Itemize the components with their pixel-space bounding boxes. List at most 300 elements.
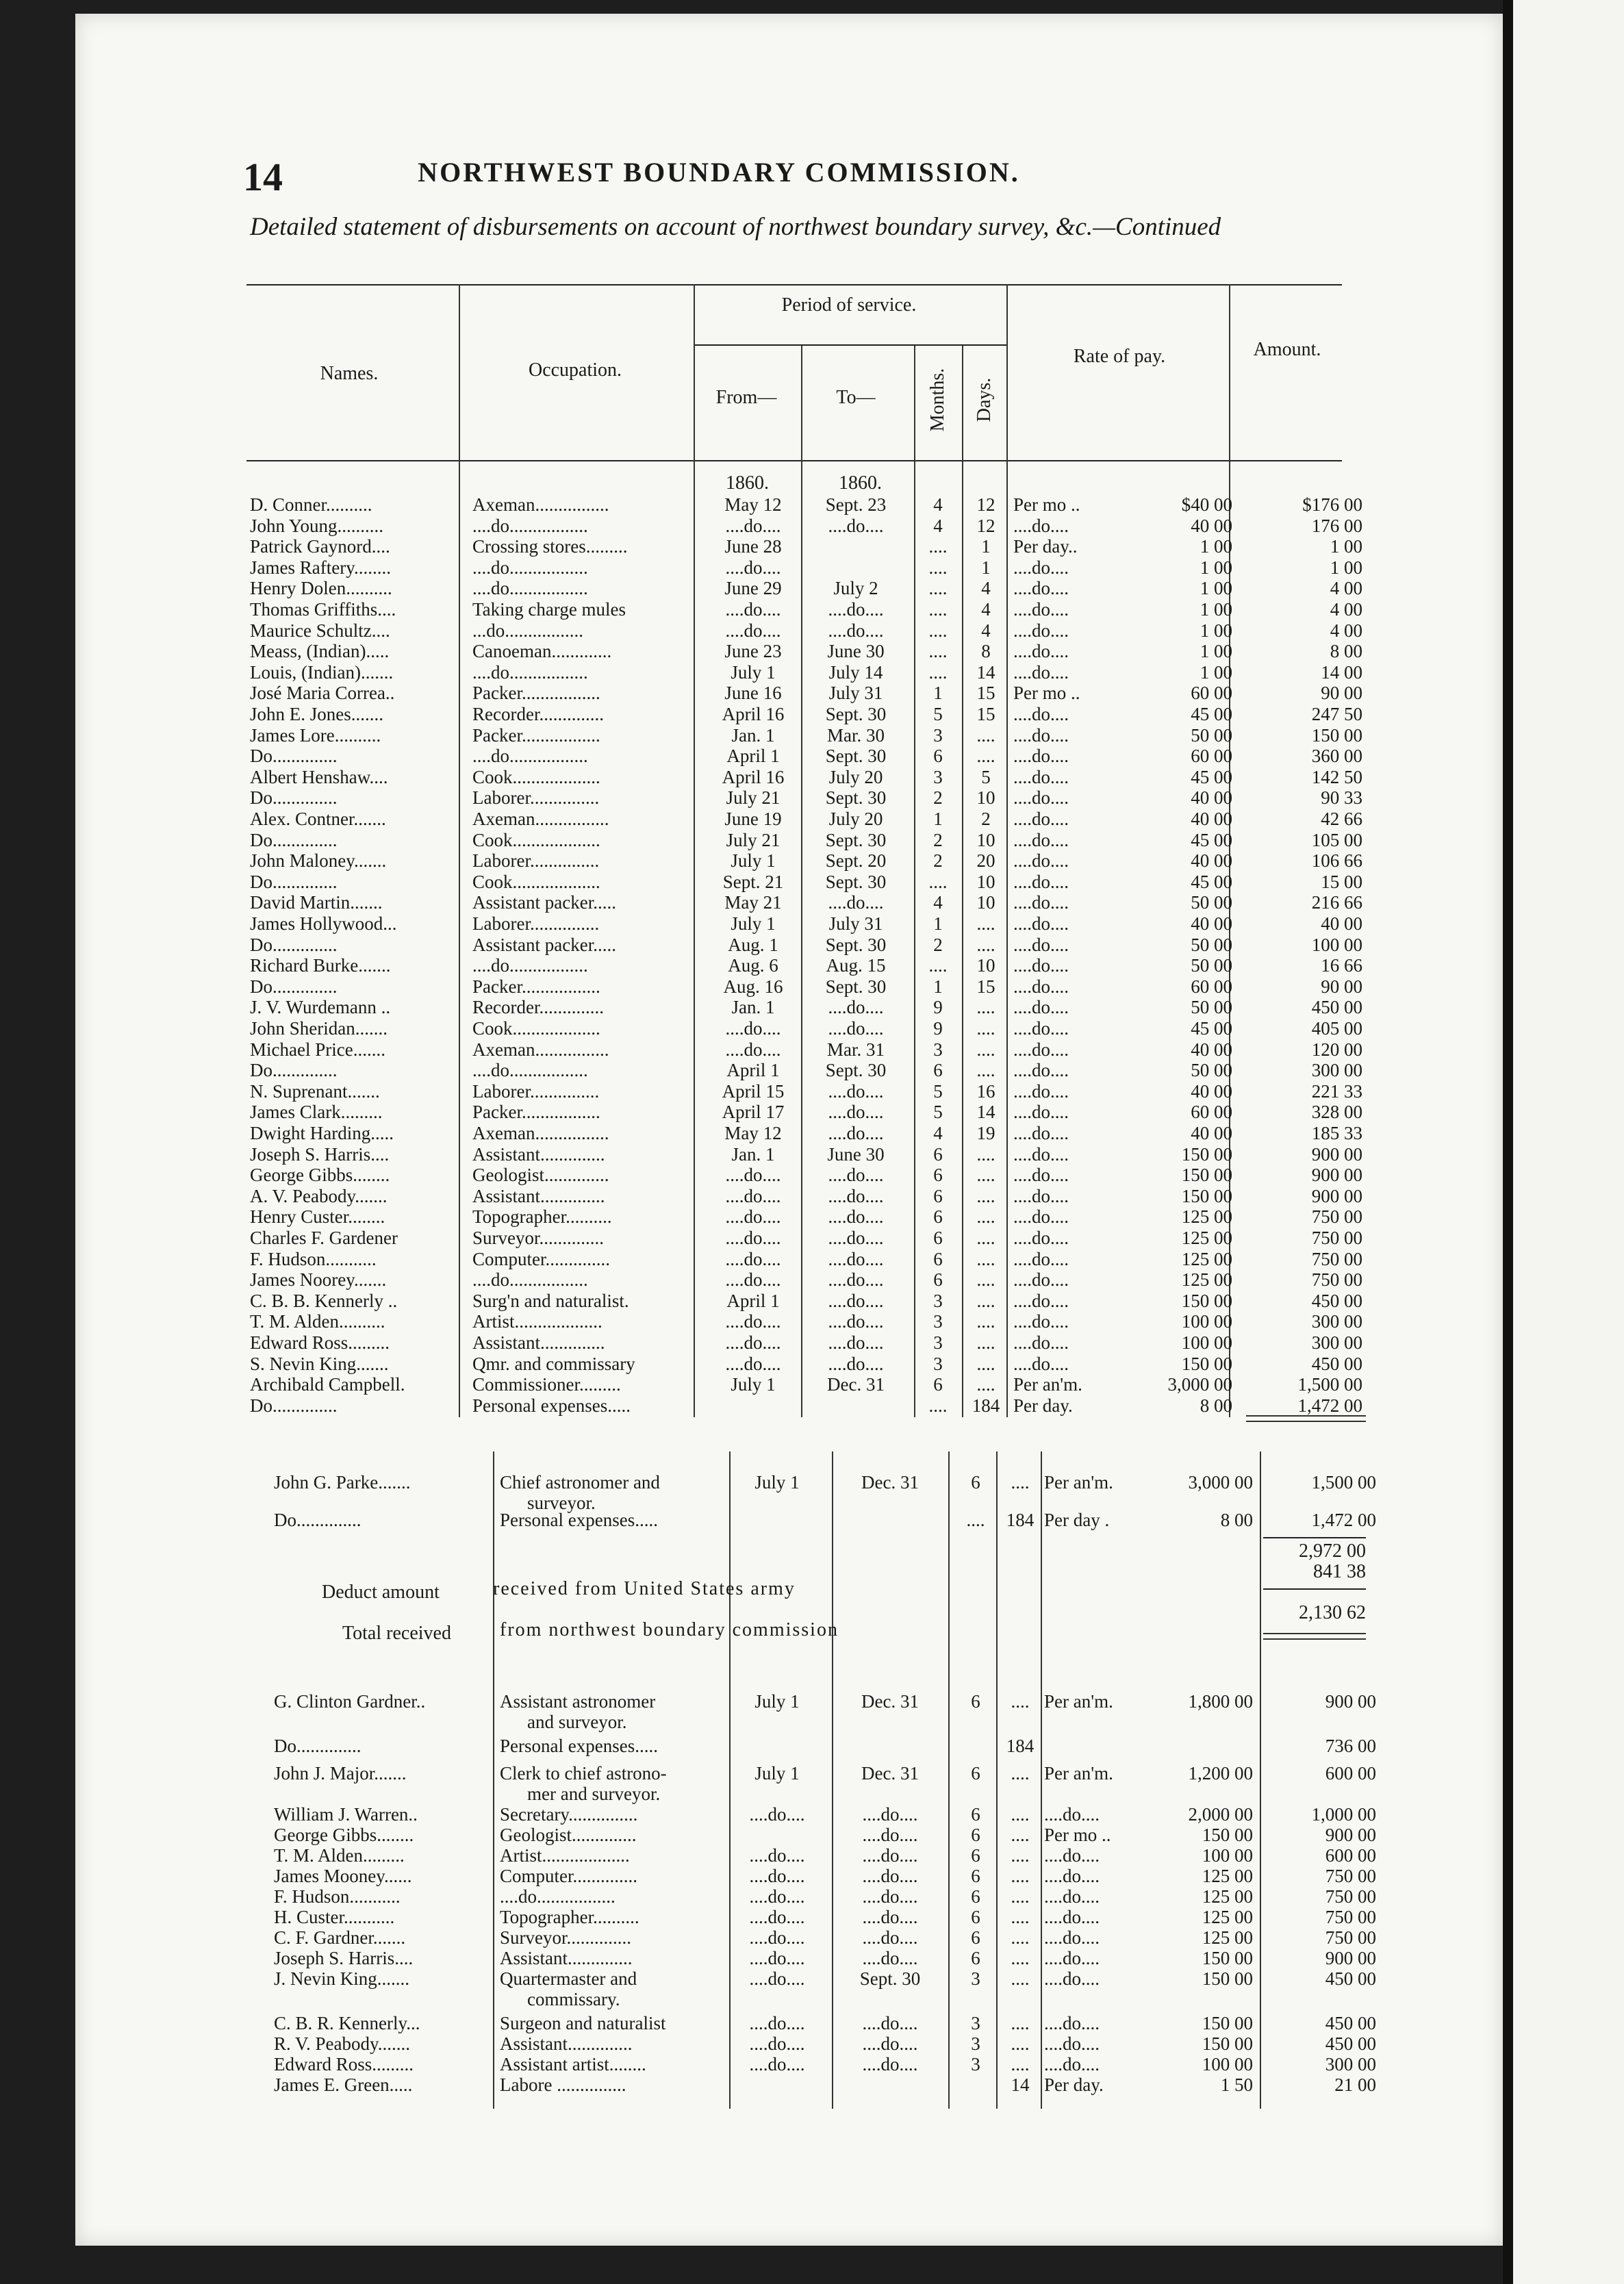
row-name: Maurice Schultz.... [250, 620, 390, 641]
row-rate-value: 125 00 [1202, 1927, 1253, 1948]
row-amount: 750 00 [1311, 1248, 1362, 1269]
row-days: .... [1011, 2033, 1030, 2054]
row-days: .... [976, 997, 995, 1018]
row-occupation: Quartermaster and [500, 1968, 637, 1989]
row-days: .... [976, 1332, 995, 1353]
row-from: Jan. 1 [731, 1143, 775, 1165]
header-rate: Rate of pay. [1073, 346, 1166, 367]
row-from: ....do.... [725, 1248, 781, 1269]
row-to: Sept. 23 [825, 494, 887, 515]
row-rate: Per mo .. [1013, 494, 1080, 515]
row-rate: ....do.... [1044, 1907, 1100, 1927]
row-occupation: Packer................. [472, 1102, 600, 1123]
row-rate-value: 150 00 [1181, 1143, 1232, 1165]
row-amount: 150 00 [1311, 724, 1362, 746]
table-row [0, 1186, 1369, 1206]
table-row [0, 1845, 1376, 1866]
row-to: ....do.... [862, 1907, 918, 1927]
table-row [0, 892, 1369, 913]
row-days: 8 [981, 641, 991, 662]
row-amount: 15 00 [1321, 871, 1362, 892]
row-rate: ....do.... [1013, 955, 1069, 976]
row-from: July 1 [731, 661, 776, 683]
row-months: 6 [933, 1269, 943, 1291]
table-row [0, 1269, 1369, 1290]
row-name: C. B. R. Kennerly... [274, 2013, 420, 2033]
row-rate-value: 100 00 [1202, 1845, 1253, 1866]
row-to: July 31 [828, 683, 883, 704]
row-rate-value: 150 00 [1181, 1165, 1232, 1186]
table-row [0, 1354, 1369, 1374]
row-amount: 300 00 [1311, 1311, 1362, 1332]
row-months: 6 [933, 746, 943, 767]
row-name: S. Nevin King....... [250, 1353, 389, 1374]
row-from: April 1 [726, 1290, 780, 1311]
table-row [0, 494, 1369, 515]
table-row [0, 641, 1369, 661]
row-name: Louis, (Indian)....... [250, 661, 394, 683]
row-to: ....do.... [828, 892, 884, 913]
row-occupation: Chief astronomer and [500, 1472, 660, 1493]
row-rate-value: 125 00 [1181, 1248, 1232, 1269]
row-name: Thomas Griffiths.... [250, 599, 396, 620]
row-months: .... [928, 661, 948, 683]
row-days: .... [1011, 1804, 1030, 1825]
row-months: 1 [933, 913, 943, 934]
row-from: July 1 [754, 1472, 800, 1493]
row-to: July 20 [828, 809, 883, 829]
row-rate-value: 60 00 [1191, 1102, 1232, 1123]
row-rate: Per day. [1013, 1395, 1073, 1416]
row-rate-value: 45 00 [1191, 871, 1232, 892]
row-to: ....do.... [862, 1927, 918, 1948]
row-name: Do.............. [274, 1736, 361, 1756]
row-days: .... [976, 913, 995, 934]
row-occupation: ....do................. [472, 1269, 588, 1291]
row-to: Mar. 31 [827, 1039, 885, 1060]
table-row [0, 599, 1369, 620]
row-amount: 750 00 [1325, 1866, 1376, 1886]
row-rate: ....do.... [1013, 1206, 1069, 1228]
row-occupation: Geologist.............. [500, 1825, 637, 1845]
row-to: ....do.... [828, 1080, 884, 1102]
row-occupation: Commissioner......... [472, 1374, 621, 1395]
row-amount: 450 00 [1311, 1353, 1362, 1374]
row-occupation: Secretary............... [500, 1804, 638, 1825]
row-name: A. V. Peabody....... [250, 1185, 388, 1206]
row-rate: Per day . [1044, 1510, 1110, 1530]
row-name: John J. Major....... [274, 1763, 407, 1784]
row-amount: 900 00 [1325, 1691, 1376, 1712]
table-row [0, 1081, 1369, 1102]
table-row [0, 1228, 1369, 1248]
row-days: .... [1011, 1763, 1030, 1784]
row-rate-value: 1,200 00 [1188, 1763, 1253, 1784]
table-row [0, 1060, 1369, 1080]
row-name: Do.............. [250, 829, 338, 850]
row-days: .... [1011, 1845, 1030, 1866]
row-name: James Hollywood... [250, 913, 397, 934]
row-occupation: Packer................. [472, 683, 600, 704]
row-from: ....do.... [749, 2013, 805, 2033]
row-rate: ....do.... [1013, 661, 1069, 683]
row-name: William J. Warren.. [274, 1804, 418, 1825]
row-from: May 12 [724, 494, 782, 515]
row-months: 6 [971, 1948, 980, 1968]
header-period: Period of service. [781, 294, 917, 316]
row-rate: ....do.... [1044, 1886, 1100, 1907]
row-days: 184 [972, 1395, 1000, 1416]
row-from: ....do.... [749, 2054, 805, 2074]
row-rate: Per an'm. [1044, 1691, 1113, 1712]
row-to: Dec. 31 [861, 1472, 919, 1493]
row-name: J. V. Wurdemann .. [250, 997, 391, 1018]
row-occupation: ....do................. [472, 578, 588, 599]
row-name: Richard Burke....... [250, 955, 391, 976]
row-days: 14 [976, 1102, 995, 1123]
row-amount: 750 00 [1311, 1206, 1362, 1228]
row-from: April 17 [722, 1102, 785, 1123]
row-occupation: Laborer............... [472, 913, 600, 934]
row-days: .... [976, 1185, 995, 1206]
row-amount: $176 00 [1302, 494, 1362, 515]
row-name: James Noorey....... [250, 1269, 387, 1291]
row-days: 5 [981, 766, 991, 787]
row-amount: 14 00 [1321, 661, 1362, 683]
row-rate: ....do.... [1013, 1165, 1069, 1186]
row-days: .... [1011, 2054, 1030, 2074]
table-row [0, 1510, 1376, 1530]
row-months: 6 [971, 1886, 980, 1907]
row-from: ....do.... [749, 1804, 805, 1825]
row-from: ....do.... [725, 1332, 781, 1353]
row-from: ....do.... [725, 1185, 781, 1206]
row-to: Mar. 30 [827, 724, 885, 746]
row-rate: ....do.... [1013, 578, 1069, 599]
row-name: James Clark......... [250, 1102, 383, 1123]
row-occupation-cont: mer and surveyor. [527, 1784, 661, 1804]
row-rate-value: 100 00 [1202, 2054, 1253, 2074]
row-days: 184 [1006, 1510, 1035, 1530]
row-rate: ....do.... [1013, 871, 1069, 892]
row-to: ....do.... [862, 1866, 918, 1886]
row-to: ....do.... [828, 1353, 884, 1374]
row-from: ....do.... [749, 1907, 805, 1927]
row-name: R. V. Peabody....... [274, 2033, 411, 2054]
row-name: George Gibbs........ [274, 1825, 414, 1845]
row-occupation: Surveyor.............. [472, 1228, 604, 1248]
row-days: .... [976, 1206, 995, 1228]
row-to: Aug. 15 [826, 955, 886, 976]
row-months: 3 [933, 1353, 943, 1374]
row-rate-value: 1 50 [1220, 2074, 1253, 2095]
row-to: ....do.... [828, 997, 884, 1018]
row-amount: 247 50 [1311, 704, 1362, 724]
deduct-amount: 841 38 [1313, 1561, 1366, 1582]
row-name: Joseph S. Harris.... [250, 1143, 390, 1165]
deduct-label: Deduct amount [322, 1582, 440, 1603]
row-rate: ....do.... [1013, 829, 1069, 850]
total-text: from northwest boundary commission [500, 1619, 839, 1640]
header-amount: Amount. [1253, 339, 1321, 360]
row-from: Jan. 1 [731, 997, 775, 1018]
row-amount: 900 00 [1311, 1165, 1362, 1186]
row-name: Edward Ross......... [250, 1332, 390, 1353]
row-name: Joseph S. Harris.... [274, 1948, 414, 1968]
row-to: July 31 [828, 913, 883, 934]
row-rate-value: 45 00 [1191, 704, 1232, 724]
row-to: ....do.... [862, 1845, 918, 1866]
row-from: ....do.... [749, 1886, 805, 1907]
row-rate-value: 150 00 [1202, 2013, 1253, 2033]
row-rate-value: 125 00 [1181, 1228, 1232, 1248]
row-amount: 4 00 [1330, 578, 1362, 599]
row-months: 3 [933, 1332, 943, 1353]
row-to: ....do.... [828, 1123, 884, 1143]
row-occupation: Assistant.............. [472, 1185, 605, 1206]
row-to: Sept. 20 [825, 850, 887, 872]
table-row [0, 1968, 1376, 2009]
row-rate: ....do.... [1013, 1018, 1069, 1039]
row-name: Patrick Gaynord.... [250, 536, 390, 557]
row-to: Dec. 31 [827, 1374, 885, 1395]
row-months: 6 [971, 1804, 980, 1825]
row-months: 3 [971, 1968, 980, 1989]
row-rate: ....do.... [1044, 1927, 1100, 1948]
row-months: 2 [933, 829, 943, 850]
row-name: James Mooney...... [274, 1866, 412, 1886]
row-from: May 12 [724, 1123, 782, 1143]
row-amount: 450 00 [1311, 997, 1362, 1018]
row-from: July 1 [731, 850, 776, 872]
row-amount: 750 00 [1311, 1269, 1362, 1291]
row-rate: ....do.... [1013, 766, 1069, 787]
table-row [0, 1144, 1369, 1165]
row-months: 6 [971, 1825, 980, 1845]
row-amount: 300 00 [1325, 2054, 1376, 2074]
row-months: 3 [933, 1290, 943, 1311]
row-to: Sept. 30 [825, 787, 887, 809]
row-to: ....do.... [828, 1206, 884, 1228]
row-amount: 120 00 [1311, 1039, 1362, 1060]
row-rate-value: 8 00 [1200, 1395, 1232, 1416]
table-row [0, 935, 1369, 955]
row-amount: 600 00 [1325, 1845, 1376, 1866]
row-amount: 450 00 [1311, 1290, 1362, 1311]
row-months: 3 [971, 2013, 980, 2033]
row-name: James Raftery........ [250, 557, 391, 578]
row-months: 6 [971, 1845, 980, 1866]
row-occupation: Assistant artist........ [500, 2054, 646, 2074]
row-rate-value: 150 00 [1181, 1185, 1232, 1206]
table-row [0, 1374, 1369, 1395]
row-rate: ....do.... [1013, 1123, 1069, 1143]
row-to: Sept. 30 [825, 1060, 887, 1081]
row-rate-value: 150 00 [1202, 1948, 1253, 1968]
row-to: ....do.... [828, 1018, 884, 1039]
row-occupation: ....do................. [500, 1886, 616, 1907]
table-row [0, 1691, 1376, 1732]
row-occupation: Assistant.............. [500, 1948, 633, 1968]
row-occupation: Assistant astronomer [500, 1691, 656, 1712]
row-occupation: Laborer............... [472, 787, 600, 809]
row-rate: ....do.... [1044, 1845, 1100, 1866]
table-row [0, 683, 1369, 703]
row-months: 1 [933, 683, 943, 704]
table-row [0, 2054, 1376, 2074]
table-row [0, 662, 1369, 683]
row-days: 16 [976, 1080, 995, 1102]
table-row [0, 976, 1369, 997]
row-months: .... [928, 620, 948, 641]
table-row [0, 1332, 1369, 1353]
row-amount: 1,472 00 [1297, 1395, 1362, 1416]
row-rate: ....do.... [1013, 1311, 1069, 1332]
row-rate: ....do.... [1013, 1248, 1069, 1269]
subtotal-amount: 2,972 00 [1299, 1540, 1366, 1562]
row-months: 2 [933, 850, 943, 872]
table-row [0, 913, 1369, 934]
section1-double-rule [1246, 1415, 1366, 1422]
row-amount: 750 00 [1311, 1228, 1362, 1248]
table-row [0, 1123, 1369, 1143]
row-from: ....do.... [749, 2033, 805, 2054]
row-occupation: Cook................... [472, 766, 600, 787]
row-to: ....do.... [828, 599, 884, 620]
row-rate: ....do.... [1013, 1185, 1069, 1206]
row-months: 6 [933, 1206, 943, 1228]
row-amount: 106 66 [1311, 850, 1362, 872]
row-occupation: Surveyor.............. [500, 1927, 631, 1948]
row-amount: 750 00 [1325, 1907, 1376, 1927]
row-months: 1 [933, 976, 943, 997]
row-rate-value: 50 00 [1191, 997, 1232, 1018]
row-days: 12 [976, 494, 995, 515]
table-row [0, 1039, 1369, 1060]
row-rate: ....do.... [1013, 1080, 1069, 1102]
row-rate: Per mo .. [1044, 1825, 1111, 1845]
row-name: Do.............. [250, 1395, 338, 1416]
row-name: Do.............. [250, 976, 338, 997]
row-from: June 23 [724, 641, 782, 662]
row-rate-value: 1 00 [1200, 661, 1232, 683]
row-rate: ....do.... [1013, 850, 1069, 872]
running-head: NORTHWEST BOUNDARY COMMISSION. [418, 157, 1020, 188]
row-amount: 328 00 [1311, 1102, 1362, 1123]
row-amount: 1 00 [1330, 557, 1362, 578]
row-occupation: ....do................. [472, 515, 588, 536]
row-to: ....do.... [862, 1948, 918, 1968]
row-name: H. Custer........... [274, 1907, 395, 1927]
row-from: ....do.... [725, 557, 781, 578]
row-occupation: Recorder.............. [472, 997, 604, 1018]
row-amount: 1,000 00 [1311, 1804, 1376, 1825]
row-rate: ....do.... [1013, 934, 1069, 955]
row-rate-value: 45 00 [1191, 1018, 1232, 1039]
row-amount: 216 66 [1311, 892, 1362, 913]
row-rate: ....do.... [1044, 1968, 1100, 1989]
row-rate: Per an'm. [1044, 1763, 1113, 1784]
row-name: Do.............. [250, 746, 338, 767]
row-rate-value: 40 00 [1191, 809, 1232, 829]
row-rate: ....do.... [1013, 1332, 1069, 1353]
row-rate: Per an'm. [1013, 1374, 1082, 1395]
row-rate: ....do.... [1013, 976, 1069, 997]
row-days: 10 [976, 955, 995, 976]
page-number: 14 [243, 155, 283, 199]
row-months: 6 [971, 1691, 980, 1712]
row-amount: 900 00 [1311, 1185, 1362, 1206]
row-months: .... [928, 599, 948, 620]
row-months: 6 [971, 1927, 980, 1948]
row-occupation: ....do................. [472, 661, 588, 683]
header-top-rule [246, 284, 1342, 286]
row-days: 15 [976, 683, 995, 704]
row-amount: 900 00 [1311, 1143, 1362, 1165]
table-row [0, 578, 1369, 598]
row-rate-value: 1 00 [1200, 599, 1232, 620]
total-amount: 2,130 62 [1299, 1602, 1366, 1623]
row-amount: 450 00 [1325, 2013, 1376, 2033]
row-rate: ....do.... [1013, 599, 1069, 620]
row-name: Do.............. [250, 934, 338, 955]
table-row [0, 1395, 1369, 1416]
row-from: ....do.... [725, 599, 781, 620]
row-from: ....do.... [749, 1927, 805, 1948]
row-rate: ....do.... [1013, 913, 1069, 934]
row-to: ....do.... [828, 1248, 884, 1269]
row-name: Dwight Harding..... [250, 1123, 394, 1143]
row-occupation: ....do................. [472, 557, 588, 578]
row-occupation: Surg'n and naturalist. [472, 1290, 629, 1311]
row-amount: 360 00 [1311, 746, 1362, 767]
row-rate-value: 1 00 [1200, 641, 1232, 662]
table-row [0, 830, 1369, 850]
row-occupation: Clerk to chief astrono- [500, 1763, 667, 1784]
year-from: 1860. [726, 472, 769, 494]
row-to: Sept. 30 [825, 934, 887, 955]
row-rate: ....do.... [1013, 787, 1069, 809]
row-rate-value: 50 00 [1191, 892, 1232, 913]
row-occupation: Cook................... [472, 871, 600, 892]
row-from: June 19 [724, 809, 782, 829]
row-days: 15 [976, 704, 995, 724]
row-name: D. Conner.......... [250, 494, 372, 515]
row-rate: ....do.... [1044, 2013, 1100, 2033]
row-from: ....do.... [725, 1311, 781, 1332]
row-days: 2 [981, 809, 991, 829]
row-amount: 40 00 [1321, 913, 1362, 934]
row-to: Sept. 30 [859, 1968, 921, 1989]
row-name: F. Hudson........... [250, 1248, 377, 1269]
header-names: Names. [320, 363, 379, 384]
row-amount: 600 00 [1325, 1763, 1376, 1784]
row-from: ....do.... [749, 1968, 805, 1989]
facing-page-edge [1513, 0, 1624, 2284]
table-row [0, 787, 1369, 808]
row-to: June 30 [827, 1143, 885, 1165]
table-row [0, 1907, 1376, 1927]
row-rate-value: 100 00 [1181, 1332, 1232, 1353]
row-amount: 16 66 [1321, 955, 1362, 976]
row-to: July 14 [828, 661, 883, 683]
table-row [0, 1249, 1369, 1269]
row-amount: 105 00 [1311, 829, 1362, 850]
row-occupation: Computer.............. [472, 1248, 610, 1269]
row-months: 4 [933, 494, 943, 515]
row-amount: 4 00 [1330, 620, 1362, 641]
row-name: C. B. B. Kennerly .. [250, 1290, 398, 1311]
